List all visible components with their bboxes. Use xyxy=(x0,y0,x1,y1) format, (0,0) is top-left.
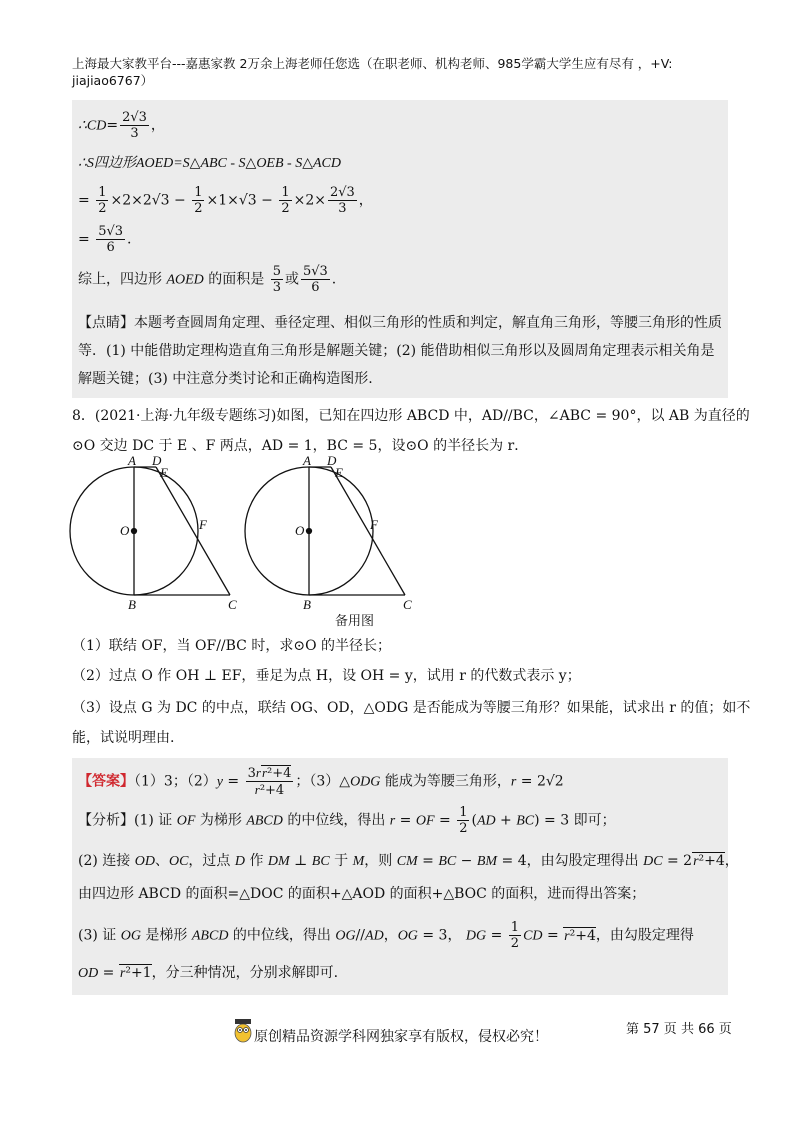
question-1: （1）联结 OF，当 OF//BC 时，求⊙O 的半径长； xyxy=(72,638,391,654)
conclusion-line: 综上，四边形 AOED 的面积是 $\frac{5}{3}$ 或 $\frac{5√3}{6}$ . xyxy=(78,264,337,295)
page-header xyxy=(72,55,732,89)
cd-line: ∴CD= $\frac{2√3}{3}$ ， xyxy=(78,110,165,141)
label-c: C xyxy=(228,597,237,612)
analysis-line-4: (3) 证 OG 是梯形 ABCD 的中位线，得出 OG//AD，OG = 3， DG = $\frac{1}{2}$ CD = r²+4，由勾股定理得 xyxy=(78,920,694,951)
problem-stem-2: ⊙O 交边 DC 于 E 、F 两点，AD = 1，BC = 5，设⊙O 的半径长为 r． xyxy=(72,438,529,454)
label-a: A xyxy=(128,455,136,468)
label-d: D xyxy=(152,455,162,468)
header-line-1: 上海最大家教平台---嘉惠家教 2万余上海老师任您选（在职老师、机构老师、985学霸大学生应有尽有 ，+V: xyxy=(72,56,673,71)
svg-text:C: C xyxy=(403,597,412,612)
label-f: F xyxy=(199,517,207,532)
analysis-line-5: OD = r²+1，分三种情况，分别求解即可. xyxy=(78,965,339,981)
calc-line: = $\frac{1}{2}$ ×2×2√3 − $\frac{1}{2}$ ×1×√3 − $\frac{1}{2}$ ×2× $\frac{2√3}{3}$ ， xyxy=(78,185,373,216)
analysis-line-1: 【分析】(1) 证 OF 为梯形 ABCD 的中位线，得出 r = OF = $\frac{1}{2}$ (AD + BC) = 3 即可； xyxy=(78,805,616,836)
label-b: B xyxy=(128,597,136,612)
svg-text:B: B xyxy=(303,597,311,612)
dianjing-line-3: 解题关键；(3) 中注意分类讨论和正确构造图形. xyxy=(78,371,373,387)
owl-mascot-icon xyxy=(232,1016,254,1044)
header-line-2: jiajiao6767） xyxy=(72,73,154,88)
problem-stem-1: 8．(2021·上海·九年级专题练习)如图，已知在四边形 ABCD 中，AD//BC，∠ABC = 90°，以 AB 为直径的 xyxy=(72,408,750,424)
answer-line: 【答案】（1）3；（2）y = $\frac{\text{3rr²+4}}{\text{r²+4}}$ ；（3）△ODG 能成为等腰三角形，r = 2√2 xyxy=(78,765,564,798)
copyright-notice: 原创精品资源学科网独家享有版权，侵权必究！ xyxy=(254,1029,548,1045)
label-o: O xyxy=(120,523,130,538)
svg-text:O: O xyxy=(295,523,305,538)
label-e: E xyxy=(160,465,168,480)
figure-caption: 备用图 xyxy=(335,614,375,629)
question-3: （3）设点 G 为 DC 的中点，联结 OG、OD，△ODG 是否能成为等腰三角形？如果能，试求出 r 的值；如不 xyxy=(72,700,751,716)
area-line: ∴S四边形AOED=S△ABC - S△OEB - S△ACD xyxy=(78,156,341,171)
geometry-figure xyxy=(60,455,460,635)
question-3b: 能，试说明理由. xyxy=(72,730,175,746)
result-line: = $\frac{5√3}{6}$ . xyxy=(78,224,132,255)
analysis-line-2: (2) 连接 OD、OC，过点 D 作 DM ⊥ BC 于 M，则 CM = BC − BM = 4，由勾股定理得出 DC = 2r²+4， xyxy=(78,853,739,869)
question-2: （2）过点 O 作 OH ⊥ EF，垂足为点 H，设 OH = y，试用 r 的代数式表示 y； xyxy=(72,668,581,684)
svg-text:F: F xyxy=(370,517,378,532)
dianjing-line-2: 等．(1) 中能借助定理构造直角三角形是解题关键；(2) 能借助相似三角形以及圆周角定理表示相关角是 xyxy=(78,343,715,359)
page-number: 第 57 页 共 66 页 xyxy=(626,1022,732,1037)
svg-text:D: D xyxy=(327,455,337,468)
svg-text:A: A xyxy=(303,455,311,468)
dianjing-line-1: 【点睛】本题考查圆周角定理、垂径定理、相似三角形的性质和判定，解直角三角形，等腰三角形的性质 xyxy=(78,315,722,331)
figure-backup xyxy=(245,467,405,595)
svg-text:E: E xyxy=(335,465,343,480)
analysis-line-3: 由四边形 ABCD 的面积=△DOC 的面积+△AOD 的面积+△BOC 的面积，进而得出答案； xyxy=(78,886,646,902)
